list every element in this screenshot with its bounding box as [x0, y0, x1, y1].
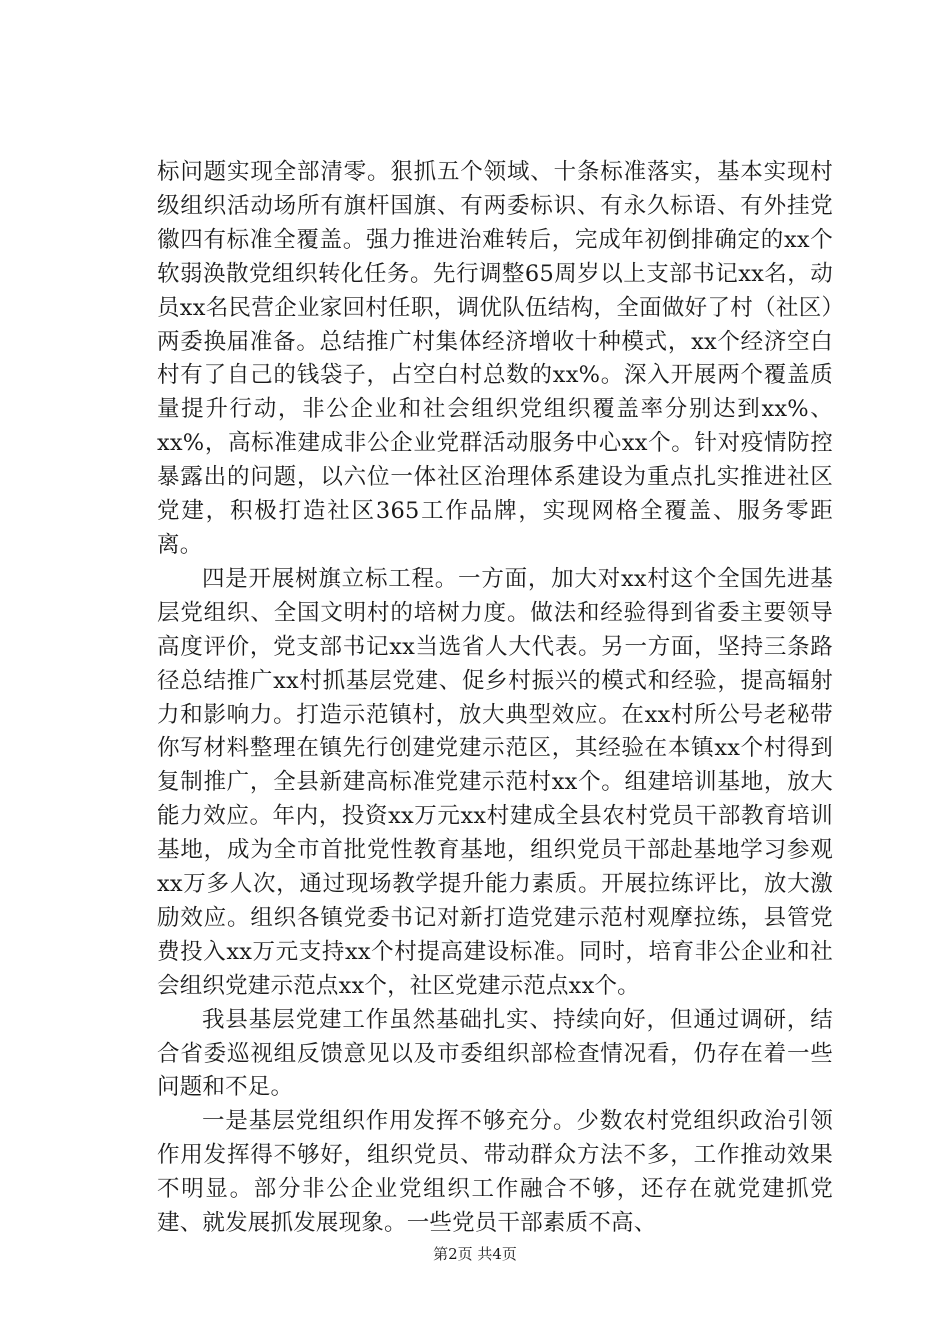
paragraph-1: 标问题实现全部清零。狠抓五个领域、十条标准落实，基本实现村级组织活动场所有旗杆国旗、有两委标识、有永久标语、有外挂党徽四有标准全覆盖。强力推进治难转后，完成年初倒排确定的xx个软弱涣散党组织转化任务。先行调整65周岁以上支部书记xx名，动员xx名民营企业家回村任职，调优队伍结构，全面做好了村（社区）两委换届准备。总结推广村集体经济增收十种模式，xx个经济空白村有了自己的钱袋子，占空白村总数的xx%。深入开展两个覆盖质量提升行动，非公企业和社会组织党组织覆盖率分别达到xx%、xx%，高标准建成非公企业党群活动服务中心xx个。针对疫情防控暴露出的问题，以六位一体社区治理体系建设为重点扎实推进社区党建，积极打造社区365工作品牌，实现网格全覆盖、服务零距离。 [157, 159, 833, 558]
paragraph-3: 我县基层党建工作虽然基础扎实、持续向好，但通过调研，结合省委巡视组反馈意见以及市委组织部检查情况看，仍存在着一些问题和不足。 [157, 1006, 833, 1101]
document-body [157, 156, 833, 1241]
paragraph-4: 一是基层党组织作用发挥不够充分。少数农村党组织政治引领作用发挥得不够好，组织党员、带动群众方法不多，工作推动效果不明显。部分非公企业党组织工作融合不够，还存在就党建抓党建、就发展抓发展现象。一些党员干部素质不高、 [157, 1108, 833, 1237]
page-number-footer: 第2页 共4页 [433, 1245, 517, 1263]
paragraph-2: 四是开展树旗立标工程。一方面，加大对xx村这个全国先进基层党组织、全国文明村的培树力度。做法和经验得到省委主要领导高度评价，党支部书记xx当选省人大代表。另一方面，坚持三条路径总结推广xx村抓基层党建、促乡村振兴的模式和经验，提高辐射力和影响力。打造示范镇村，放大典型效应。在xx村所公号老秘带你写材料整理在镇先行创建党建示范区，其经验在本镇xx个村得到复制推广，全县新建高标准党建示范村xx个。组建培训基地，放大能力效应。年内，投资xx万元xx村建成全县农村党员干部教育培训基地，成为全市首批党性教育基地，组织党员干部赴基地学习参观xx万多人次，通过现场教学提升能力素质。开展拉练评比，放大激励效应。组织各镇党委书记对新打造党建示范村观摩拉练，县管党费投入xx万元支持xx个村提高建设标准。同时，培育非公企业和社会组织党建示范点xx个，社区党建示范点xx个。 [157, 565, 833, 999]
